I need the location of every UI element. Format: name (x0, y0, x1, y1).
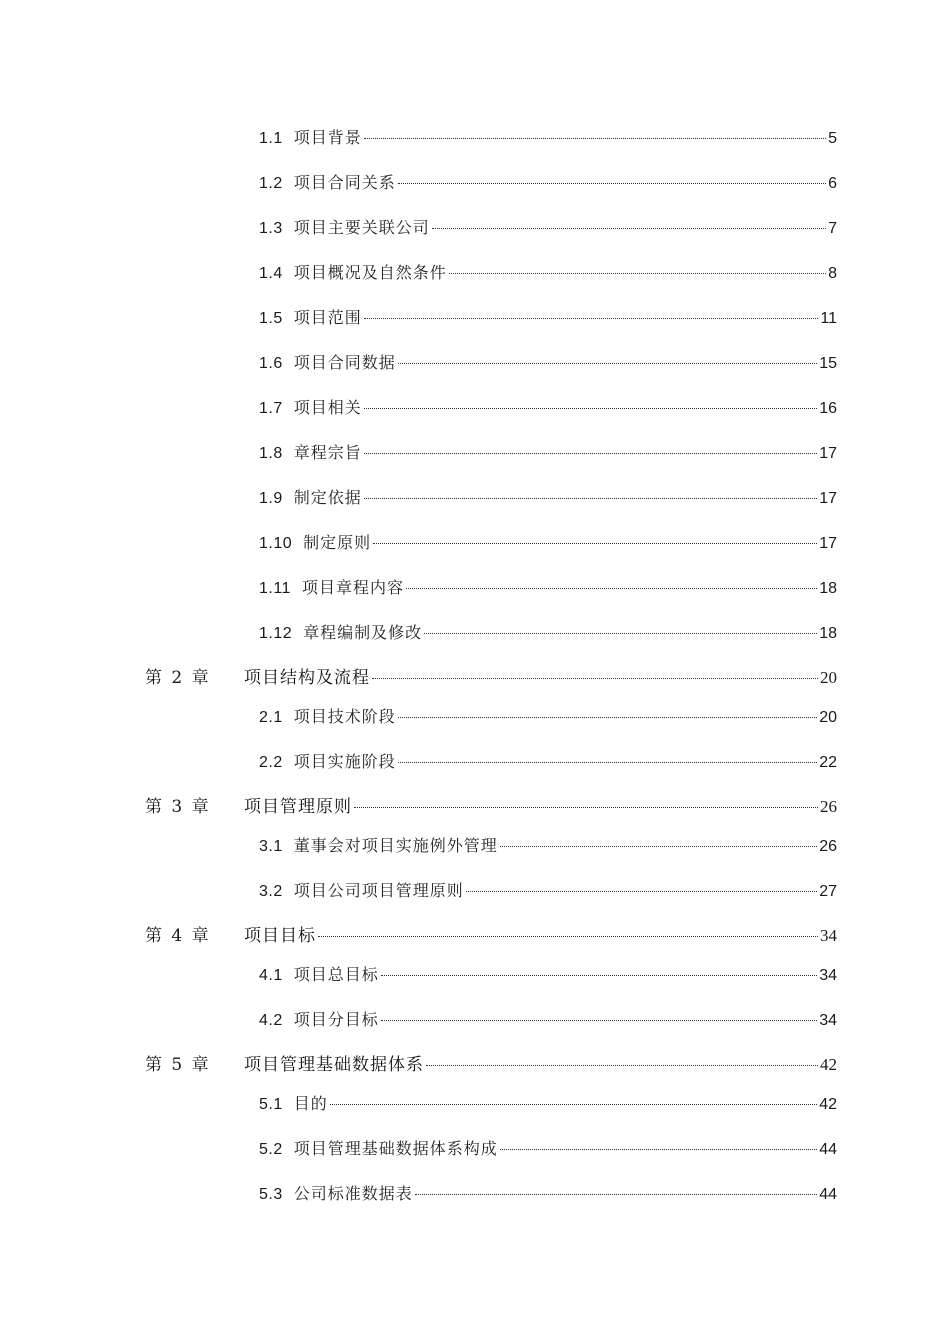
dot-leader (354, 807, 818, 808)
toc-section-entry[interactable] (259, 751, 837, 773)
section-number: 5.3 (259, 1186, 283, 1203)
page-number: 42 (820, 1055, 837, 1074)
section-title: 公司标准数据表 (293, 1184, 413, 1203)
section-number: 2.1 (259, 709, 283, 726)
dot-leader (364, 408, 817, 409)
section-title: 项目主要关联公司 (293, 218, 430, 237)
toc-section-entry[interactable] (259, 397, 837, 419)
page-number: 17 (819, 490, 837, 507)
section-title: 项目章程内容 (301, 578, 404, 597)
page-number: 15 (819, 355, 837, 372)
toc-section-entry[interactable] (259, 217, 837, 239)
dot-leader (500, 846, 817, 847)
toc-section-entry[interactable] (259, 127, 837, 149)
page-number: 22 (819, 754, 837, 771)
page-number: 42 (819, 1096, 837, 1113)
dot-leader (364, 498, 817, 499)
section-title: 项目范围 (293, 308, 362, 327)
toc-section-entry[interactable] (259, 1093, 837, 1115)
dot-leader (449, 273, 826, 274)
dot-leader (466, 891, 817, 892)
toc-chapter-entry[interactable] (145, 924, 837, 948)
page-number: 11 (820, 310, 837, 327)
dot-leader (500, 1149, 817, 1150)
toc-section-entry[interactable] (259, 532, 837, 554)
section-number: 1.10 (259, 535, 293, 552)
dot-leader (364, 453, 817, 454)
dot-leader (432, 228, 826, 229)
toc-chapter-entry[interactable] (145, 666, 837, 690)
dot-leader (398, 363, 817, 364)
section-title: 项目总目标 (293, 965, 379, 984)
dot-leader (426, 1065, 818, 1066)
toc-section-entry[interactable] (259, 352, 837, 374)
toc-section-entry[interactable] (259, 577, 837, 599)
toc-chapter-entry[interactable] (145, 795, 837, 819)
toc-section-entry[interactable] (259, 1138, 837, 1160)
section-number: 1.3 (259, 220, 283, 237)
page-number: 26 (820, 797, 837, 816)
section-title: 项目管理基础数据体系构成 (293, 1139, 498, 1158)
section-title: 董事会对项目实施例外管理 (293, 836, 498, 855)
dot-leader (330, 1104, 817, 1105)
section-number: 4.2 (259, 1012, 283, 1029)
section-number: 1.1 (259, 130, 283, 147)
dot-leader (372, 678, 818, 679)
section-number: 5.1 (259, 1096, 283, 1113)
toc-section-entry[interactable] (259, 880, 837, 902)
section-title: 项目相关 (293, 398, 362, 417)
page-number: 17 (819, 535, 837, 552)
section-number: 1.4 (259, 265, 283, 282)
section-title: 章程编制及修改 (303, 623, 423, 642)
toc-section-entry[interactable] (259, 706, 837, 728)
page-number: 6 (828, 175, 837, 192)
chapter-title: 项目结构及流程 (244, 668, 370, 688)
section-number: 1.5 (259, 310, 283, 327)
chapter-title: 项目管理原则 (244, 797, 352, 817)
section-number: 1.11 (259, 580, 291, 597)
toc-section-entry[interactable] (259, 307, 837, 329)
dot-leader (398, 717, 817, 718)
page-number: 44 (819, 1141, 837, 1158)
toc-section-entry[interactable] (259, 1183, 837, 1205)
section-title: 项目合同数据 (293, 353, 396, 372)
page-number: 18 (819, 625, 837, 642)
section-title: 项目概况及自然条件 (293, 263, 447, 282)
page-number: 16 (819, 400, 837, 417)
page-number: 17 (819, 445, 837, 462)
page-number: 7 (828, 220, 837, 237)
page-number: 27 (819, 883, 837, 900)
section-number: 1.8 (259, 445, 283, 462)
page-number: 34 (819, 967, 837, 984)
toc-section-entry[interactable] (259, 442, 837, 464)
page-number: 8 (828, 265, 837, 282)
dot-leader (318, 936, 818, 937)
toc-section-entry[interactable] (259, 262, 837, 284)
chapter-number: 第 3 章 (145, 797, 211, 817)
dot-leader (398, 183, 826, 184)
chapter-number: 第 2 章 (145, 668, 211, 688)
dot-leader (415, 1194, 817, 1195)
section-title: 项目实施阶段 (293, 752, 396, 771)
page-number: 26 (819, 838, 837, 855)
page-number: 44 (819, 1186, 837, 1203)
dot-leader (373, 543, 817, 544)
section-number: 1.7 (259, 400, 283, 417)
dot-leader (364, 138, 826, 139)
page-number: 5 (828, 130, 837, 147)
section-title: 制定原则 (303, 533, 372, 552)
section-number: 1.6 (259, 355, 283, 372)
dot-leader (398, 762, 817, 763)
toc-section-entry[interactable] (259, 1009, 837, 1031)
section-number: 2.2 (259, 754, 283, 771)
chapter-number: 第 4 章 (145, 926, 211, 946)
toc-section-entry[interactable] (259, 835, 837, 857)
dot-leader (424, 633, 817, 634)
section-number: 4.1 (259, 967, 283, 984)
chapter-title: 项目目标 (244, 926, 316, 946)
section-title: 制定依据 (293, 488, 362, 507)
section-title: 项目背景 (293, 128, 362, 147)
section-number: 1.2 (259, 175, 283, 192)
dot-leader (381, 975, 817, 976)
chapter-number: 第 5 章 (145, 1055, 211, 1075)
section-title: 章程宗旨 (293, 443, 362, 462)
dot-leader (381, 1020, 817, 1021)
page-number: 20 (819, 709, 837, 726)
toc-section-entry[interactable] (259, 964, 837, 986)
toc-section-entry[interactable] (259, 487, 837, 509)
section-number: 1.12 (259, 625, 293, 642)
section-title: 项目公司项目管理原则 (293, 881, 464, 900)
section-number: 3.2 (259, 883, 283, 900)
page-number: 34 (819, 1012, 837, 1029)
section-number: 5.2 (259, 1141, 283, 1158)
page-number: 20 (820, 668, 837, 687)
toc-section-entry[interactable] (259, 172, 837, 194)
section-title: 项目技术阶段 (293, 707, 396, 726)
dot-leader (364, 318, 819, 319)
page-number: 34 (820, 926, 837, 945)
dot-leader (406, 588, 817, 589)
section-title: 项目合同关系 (293, 173, 396, 192)
toc-section-entry[interactable] (259, 622, 837, 644)
chapter-title: 项目管理基础数据体系 (244, 1055, 424, 1075)
section-title: 目的 (293, 1094, 328, 1113)
section-number: 1.9 (259, 490, 283, 507)
section-number: 3.1 (259, 838, 283, 855)
page-number: 18 (819, 580, 837, 597)
section-title: 项目分目标 (293, 1010, 379, 1029)
toc-chapter-entry[interactable] (145, 1053, 837, 1077)
